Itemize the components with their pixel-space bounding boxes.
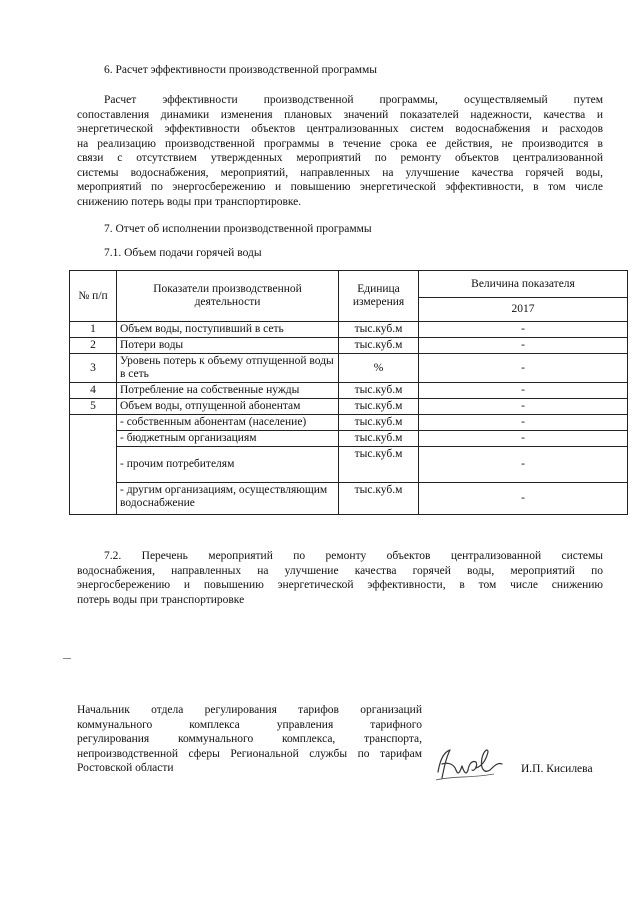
- section-7-title: 7. Отчет об исполнении производственной программы: [104, 223, 372, 235]
- header-num: № п/п: [70, 271, 117, 322]
- row-indicator: Потребление на собственные нужды: [117, 383, 339, 399]
- row-value: -: [419, 399, 628, 415]
- section-7-2-line: 7.2. Перечень мероприятий по ремонту объектов централизованной системы: [104, 550, 603, 562]
- section-7-2-line: водоснабжения, направленных на улучшение качества горячей воды, мероприятий по: [77, 564, 603, 577]
- row-value: -: [419, 338, 628, 354]
- row-indicator: Уровень потерь к объему отпущенной воды в сеть: [117, 354, 339, 383]
- row-unit: тыс.куб.м: [339, 338, 419, 354]
- section-6-line: на реализацию производственной программы в течение срока ее действия, не производится в: [77, 137, 603, 150]
- section-6-line: системы водоснабжения, мероприятий, направленных на улучшение качества горячей воды,: [77, 166, 603, 179]
- section-6-line: мероприятий по энергосбережению и повышению энергетической эффективности, в том числе: [77, 181, 603, 193]
- row-indicator: Объем воды, поступивший в сеть: [117, 322, 339, 338]
- section-7-1-subtitle: 7.1. Объем подачи горячей воды: [104, 247, 262, 259]
- row-num: 1: [70, 322, 117, 338]
- row-unit: тыс.куб.м: [339, 322, 419, 338]
- section-7-2-line: энергосбережению и повышению энергетической эффективности, в том числе снижению: [77, 579, 603, 591]
- row-num: 3: [70, 354, 117, 383]
- header-unit: Единица измерения: [339, 271, 419, 322]
- row-num: 4: [70, 383, 117, 399]
- section-7-2: [77, 549, 603, 607]
- table-row: [70, 483, 628, 515]
- table-row: [70, 383, 628, 399]
- table-header-row: [70, 271, 628, 298]
- section-6-line: сопоставления динамики изменения плановых значений показателей надежности, качества и: [77, 108, 603, 121]
- table-row: [70, 431, 628, 447]
- section-6-title: 6. Расчет эффективности производственной программы: [104, 64, 378, 76]
- row-value: -: [419, 383, 628, 399]
- position-line: Ростовской области: [77, 762, 174, 774]
- row-unit: тыс.куб.м: [339, 431, 419, 447]
- hot-water-supply-table: [69, 270, 628, 515]
- section-6-line: связи с отсутствием утвержденных мероприятий по ремонту объектов централизованной: [77, 152, 603, 164]
- row-num: 5: [70, 399, 117, 415]
- row-value: -: [419, 483, 628, 515]
- row-indicator: - другим организациям, осуществляющим водоснабжение: [117, 483, 339, 515]
- header-year: 2017: [419, 298, 628, 322]
- row-unit: тыс.куб.м: [339, 399, 419, 415]
- position-line: регулирования коммунального комплекса, транспорта,: [77, 733, 422, 745]
- position-line: Начальник отдела регулирования тарифов организаций: [77, 704, 422, 716]
- table-row: [70, 447, 628, 483]
- section-7-2-line: потерь воды при транспортировке: [77, 593, 245, 606]
- section-6-body: [77, 93, 603, 209]
- row-value: -: [419, 415, 628, 431]
- row-num: 2: [70, 338, 117, 354]
- row-indicator: Объем воды, отпущенной абонентам: [117, 399, 339, 415]
- table-row: [70, 415, 628, 431]
- section-6-line: энергетической эффективности объектов централизованных систем водоснабжения и расходов: [77, 123, 603, 135]
- position-line: непроизводственной сферы Региональной службы по тарифам: [77, 747, 422, 760]
- signatory-position: [77, 703, 422, 776]
- row-indicator: Потери воды: [117, 338, 339, 354]
- header-indicator: Показатели производственной деятельности: [117, 271, 339, 322]
- signatory-name: И.П. Кисилева: [521, 763, 593, 775]
- row-unit: тыс.куб.м: [339, 415, 419, 431]
- table-row: [70, 338, 628, 354]
- row-indicator: - бюджетным организациям: [117, 431, 339, 447]
- row-value: -: [419, 431, 628, 447]
- row-indicator: - собственным абонентам (население): [117, 415, 339, 431]
- row-value: -: [419, 447, 628, 483]
- row-unit: тыс.куб.м: [339, 383, 419, 399]
- row-value: -: [419, 322, 628, 338]
- section-6-line: снижению потерь воды при транспортировке.: [77, 195, 302, 208]
- row-unit: %: [339, 354, 419, 383]
- row-indicator: - прочим потребителям: [117, 447, 339, 483]
- table-row: [70, 322, 628, 338]
- row-unit: тыс.куб.м: [339, 483, 419, 515]
- section-6-line: Расчет эффективности производственной программы, осуществляемый путем: [104, 94, 603, 106]
- table-row: [70, 354, 628, 383]
- row-unit: тыс.куб.м: [339, 447, 419, 483]
- row-value: -: [419, 354, 628, 383]
- row-num-merged: [70, 415, 117, 515]
- header-value: Величина показателя: [419, 271, 628, 298]
- scan-mark: [63, 658, 71, 659]
- table-row: [70, 399, 628, 415]
- handwritten-signature: [432, 742, 508, 784]
- position-line: коммунального комплекса управления тарифного: [77, 718, 422, 731]
